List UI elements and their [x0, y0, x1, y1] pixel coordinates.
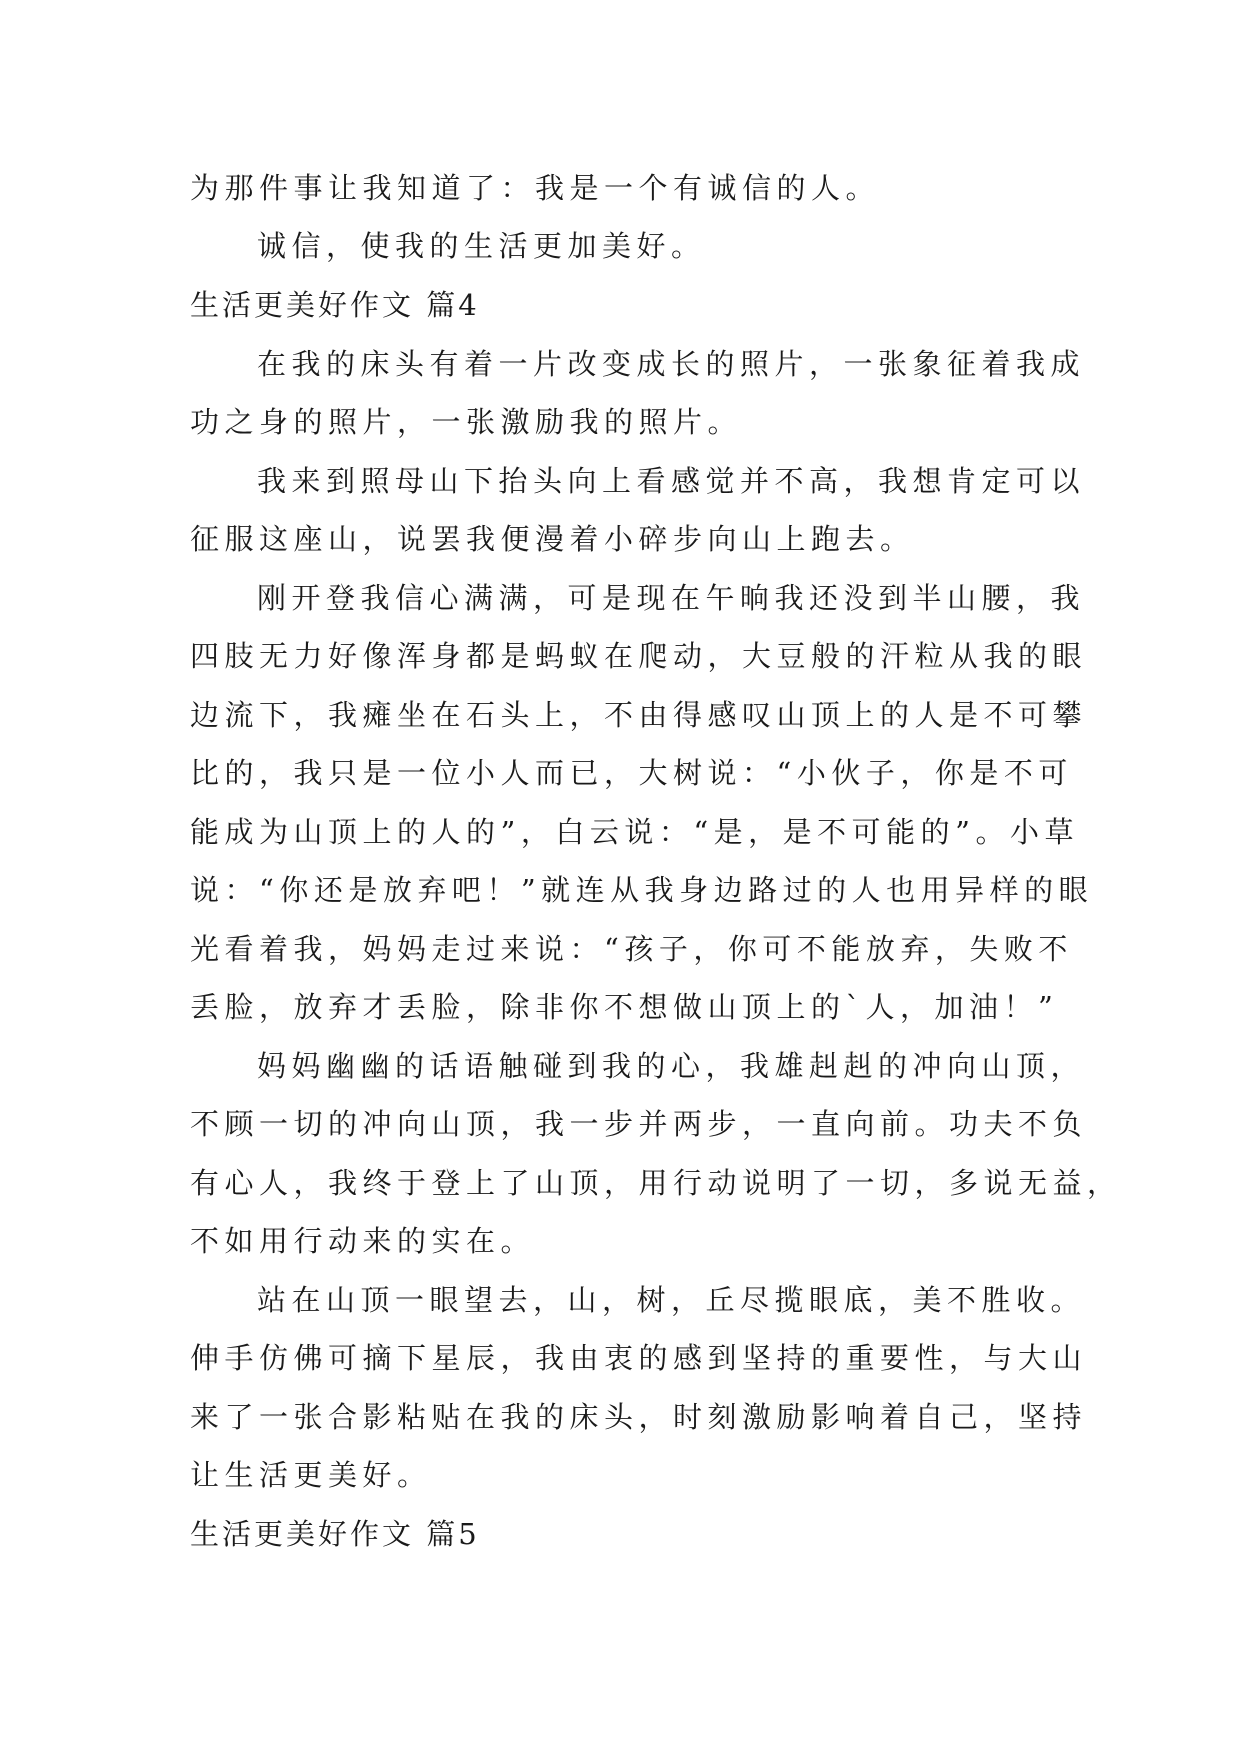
paragraph-line: 能成为山顶上的人的”，白云说：“是，是不可能的”。小草: [190, 815, 1079, 849]
paragraph-line: 说：“你还是放弃吧！”就连从我身边路过的人也用异样的眼: [190, 873, 1094, 907]
paragraph-line: 不顾一切的冲向山顶，我一步并两步，一直向前。功夫不负: [190, 1107, 1088, 1141]
paragraph-line: 妈妈幽幽的话语触碰到我的心，我雄赳赳的冲向山顶，: [257, 1049, 1086, 1083]
paragraph-line: 诚信，使我的生活更加美好。: [257, 229, 706, 263]
paragraph-line: 功之身的照片，一张激励我的照片。: [190, 405, 743, 439]
paragraph-line: 为那件事让我知道了：我是一个有诚信的人。: [190, 171, 881, 205]
paragraph-line: 来了一张合影粘贴在我的床头，时刻激励影响着自己，坚持: [190, 1400, 1088, 1434]
paragraph-line: 比的，我只是一位小人而已，大树说：“小伙子，你是不可: [190, 756, 1073, 790]
paragraph-line: 丢脸，放弃才丢脸，除非你不想做山顶上的`人，加油！”: [190, 990, 1059, 1024]
paragraph-line: 站在山顶一眼望去，山，树，丘尽揽眼底，美不胜收。: [257, 1283, 1086, 1317]
paragraph-line: 光看着我，妈妈走过来说：“孩子，你可不能放弃，失败不: [190, 932, 1073, 966]
paragraph-line: 让生活更美好。: [190, 1458, 432, 1492]
paragraph-line: 刚开登我信心满满，可是现在午晌我还没到半山腰，我: [257, 581, 1086, 615]
section-heading-4: 生活更美好作文 篇4: [190, 288, 480, 322]
paragraph-line: 我来到照母山下抬头向上看感觉并不高，我想肯定可以: [257, 464, 1086, 498]
paragraph-line: 边流下，我瘫坐在石头上，不由得感叹山顶上的人是不可攀: [190, 698, 1088, 732]
paragraph-line: 征服这座山，说罢我便漫着小碎步向山上跑去。: [190, 522, 915, 556]
paragraph-line: 四肢无力好像浑身都是蚂蚁在爬动，大豆般的汗粒从我的眼: [190, 639, 1088, 673]
paragraph-line: 伸手仿佛可摘下星辰，我由衷的感到坚持的重要性，与大山: [190, 1341, 1088, 1375]
section-heading-5: 生活更美好作文 篇5: [190, 1517, 480, 1551]
paragraph-line: 不如用行动来的实在。: [190, 1224, 536, 1258]
paragraph-line: 有心人，我终于登上了山顶，用行动说明了一切，多说无益，: [190, 1166, 1122, 1200]
paragraph-line: 在我的床头有着一片改变成长的照片，一张象征着我成: [257, 347, 1086, 381]
